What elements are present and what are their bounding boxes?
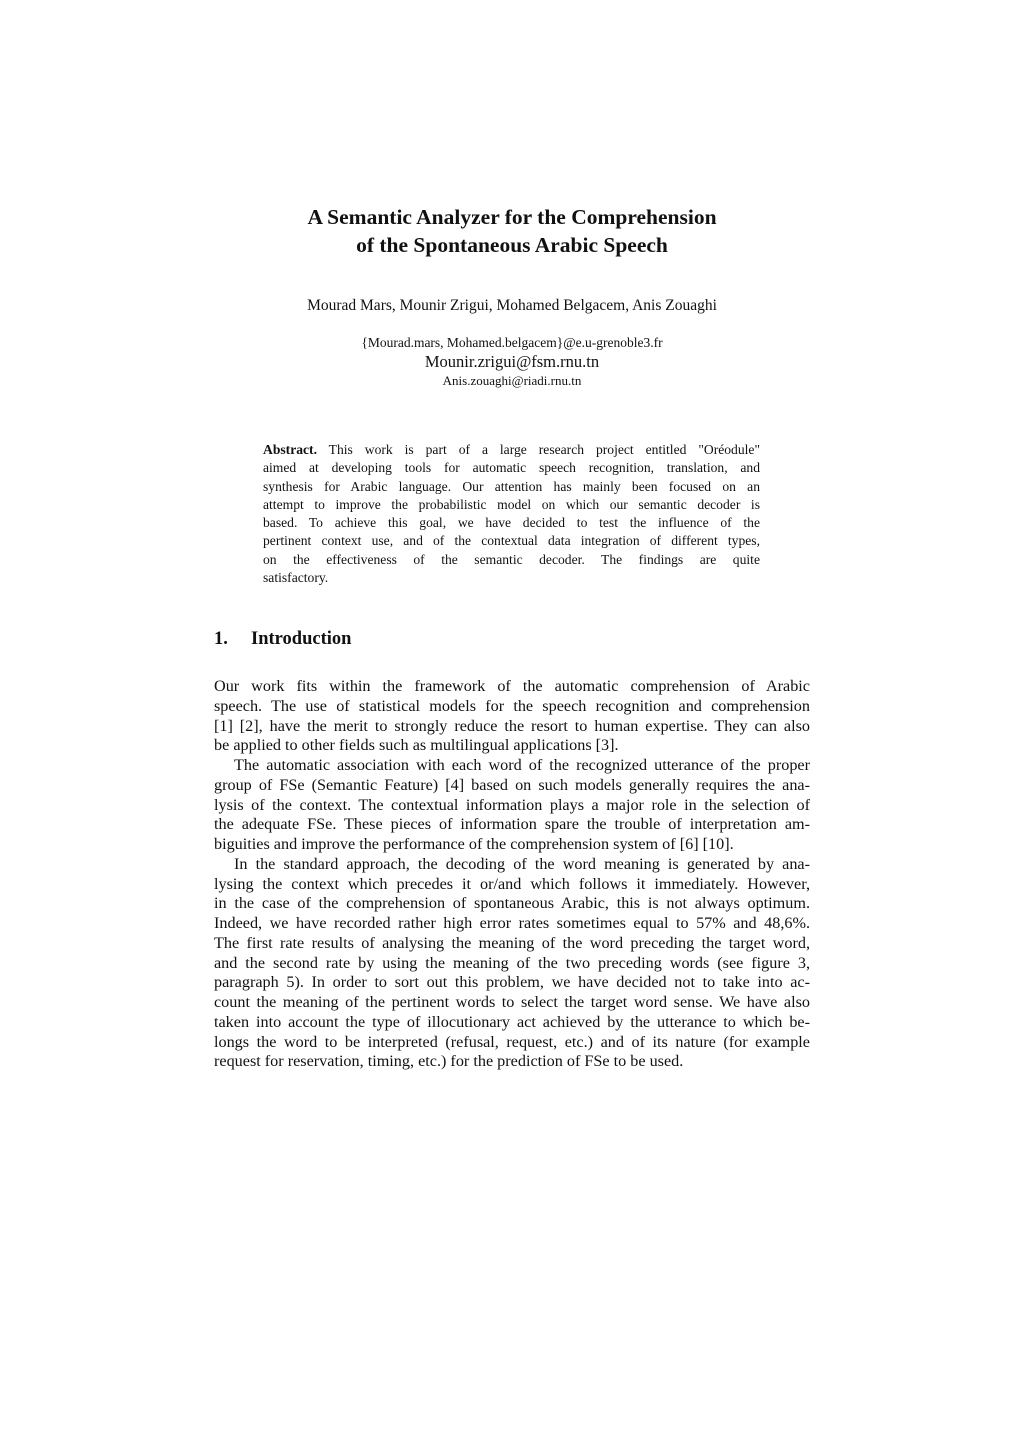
title-line: of the Spontaneous Arabic Speech (356, 233, 668, 257)
paragraph-line: request for reservation, timing, etc.) for the prediction of FSe to be used. (214, 1052, 684, 1071)
email-line: {Mourad.mars, Mohamed.belgacem}@e.u-grenoble3.fr (361, 335, 663, 350)
abstract-line (263, 496, 760, 514)
paragraph-line: lysing the context which precedes it or/and which follows it immediately. However, (214, 874, 810, 893)
paragraph-line: in the case of the comprehension of spontaneous Arabic, this is not always optimum. (214, 894, 810, 913)
title-line: A Semantic Analyzer for the Comprehension (307, 205, 717, 229)
paragraph-line: paragraph 5). In order to sort out this problem, we have decided not to take into ac- (214, 973, 810, 992)
abstract-line-text: based. To achieve this goal, we have decided to test the influence of the (263, 515, 760, 531)
abstract-line (263, 459, 760, 477)
paragraph-line: speech. The use of statistical models for the speech recognition and comprehension (214, 696, 810, 715)
paragraph-line: Our work fits within the framework of the automatic comprehension of Arabic (214, 677, 810, 695)
paragraph-line: group of FSe (Semantic Feature) [4] based on such models generally requires the ana- (214, 775, 810, 794)
section-heading (214, 629, 351, 650)
paragraph (214, 855, 810, 1072)
section-title: Introduction (251, 629, 352, 649)
paragraph-line: The automatic association with each word of the recognized utterance of the proper (234, 756, 810, 774)
abstract-line-text: attempt to improve the probabilistic model on which our semantic decoder is (263, 496, 760, 512)
paragraph-line: [1] [2], have the merit to strongly reduce the resort to human expertise. They can also (214, 716, 810, 735)
abstract-line (263, 478, 760, 496)
paragraph (214, 677, 810, 756)
abstract-line (263, 514, 760, 532)
body-text (214, 677, 810, 1072)
abstract-line (263, 551, 760, 569)
abstract-line-text: This work is part of a large research project entitled "Oréodule" (328, 442, 761, 457)
paragraph-line: taken into account the type of illocutionary act achieved by the utterance to which be- (214, 1012, 810, 1031)
abstract-line-text: satisfactory. (263, 570, 329, 586)
email-line: Anis.zouaghi@riadi.rnu.tn (442, 373, 582, 388)
authors: Mourad Mars, Mounir Zrigui, Mohamed Belgacem, Anis Zouaghi (307, 297, 717, 314)
paragraph-line: lysis of the context. The contextual information plays a major role in the selection of (214, 795, 810, 814)
abstract-line (263, 441, 760, 459)
abstract-line-text: on the effectiveness of the semantic decoder. The findings are quite (263, 551, 760, 567)
paragraph-line: count the meaning of the pertinent words to select the target word sense. We have also (214, 993, 810, 1011)
paragraph-line: and the second rate by using the meaning of the two preceding words (see figure 3, (214, 953, 810, 972)
section-number: 1. (214, 629, 228, 649)
paragraph-line: In the standard approach, the decoding of the word meaning is generated by ana- (234, 854, 810, 873)
abstract (263, 441, 760, 587)
paragraph-line: the adequate FSe. These pieces of information spare the trouble of interpretation am- (214, 815, 810, 834)
paragraph (214, 756, 810, 855)
paragraph-line: longs the word to be interpreted (refusal, request, etc.) and of its nature (for example (214, 1032, 810, 1051)
abstract-line-text: aimed at developing tools for automatic speech recognition, translation, and (263, 460, 760, 476)
paragraph-line: biguities and improve the performance of the comprehension system of [6] [10]. (214, 835, 734, 853)
paragraph-line: be applied to other fields such as multilingual applications [3]. (214, 736, 619, 755)
paragraph-line: The first rate results of analysing the meaning of the word preceding the target word, (214, 933, 810, 952)
email-line: Mounir.zrigui@fsm.rnu.tn (424, 352, 600, 371)
abstract-line-text: synthesis for Arabic language. Our attention has mainly been focused on an (263, 478, 760, 494)
abstract-label: Abstract. (263, 442, 317, 457)
abstract-line (263, 532, 760, 550)
abstract-line-text: pertinent context use, and of the contextual data integration of different types, (263, 533, 760, 549)
abstract-line (263, 569, 760, 587)
paragraph-line: Indeed, we have recorded rather high error rates sometimes equal to 57% and 48,6%. (214, 914, 810, 932)
paper-title (0, 203, 1024, 259)
